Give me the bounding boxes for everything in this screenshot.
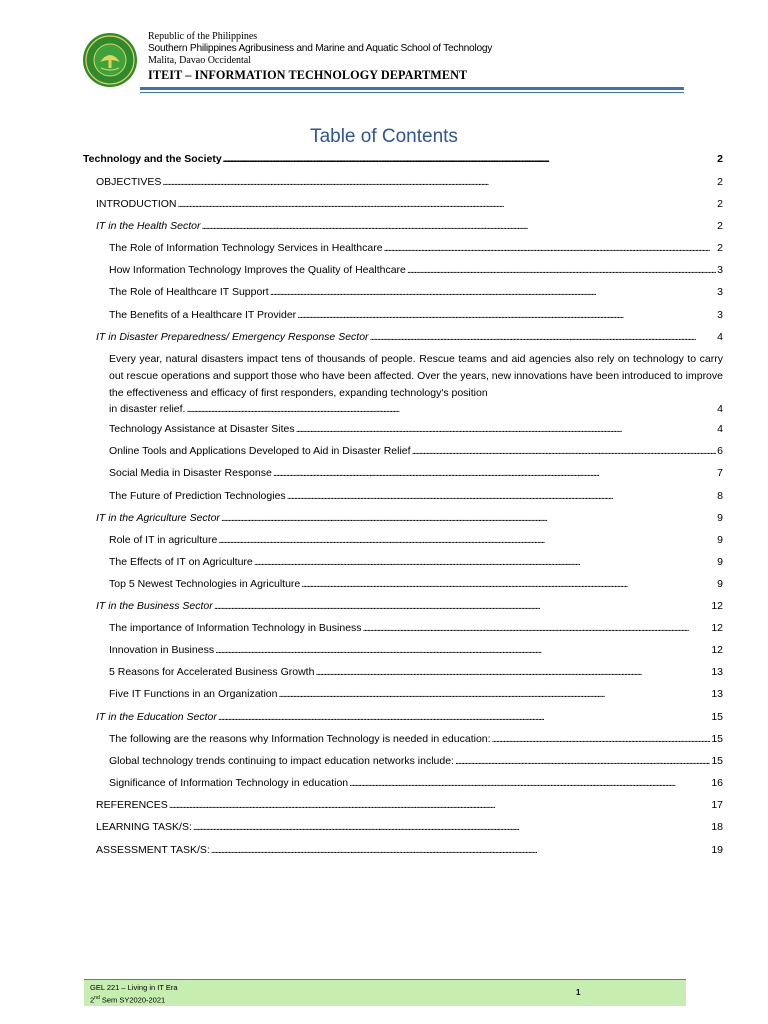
toc-page-number: 15 [711, 755, 723, 767]
toc-entry-label: ASSESSMENT TASK/S: [96, 844, 210, 856]
toc-entry-label: REFERENCES [96, 799, 168, 811]
toc-entry[interactable] [109, 556, 723, 569]
toc-entry-label: Global technology trends continuing to impact education networks include: [109, 755, 454, 767]
toc-entry[interactable] [96, 844, 723, 857]
header-rule-thin [140, 92, 684, 93]
dot-leader [162, 176, 716, 189]
toc-entry[interactable] [96, 176, 723, 189]
dot-leader [211, 844, 711, 857]
dot-leader [363, 622, 711, 635]
dot-leader [412, 445, 717, 458]
toc-entry-label: The following are the reasons why Information Technology is needed in education: [109, 733, 491, 745]
toc-page-number: 3 [717, 286, 723, 298]
dot-leader [273, 467, 716, 480]
toc-page-number: 18 [711, 821, 723, 833]
page-title: Table of Contents [310, 126, 458, 147]
toc-page-number: 12 [711, 600, 723, 612]
dot-leader [193, 821, 710, 834]
school-address: Malita, Davao Occidental [148, 55, 252, 66]
toc-entry-label: 5 Reasons for Accelerated Business Growth [109, 666, 315, 678]
dot-leader [278, 688, 710, 701]
toc-entry-label-tail: in disaster relief. [109, 403, 186, 416]
toc-page-number: 9 [717, 512, 723, 524]
toc-entry-label: Online Tools and Applications Developed to Aid in Disaster Relief [109, 445, 411, 457]
toc-entry-label: How Information Technology Improves the Quality of Healthcare [109, 264, 406, 276]
dot-leader [223, 153, 716, 166]
toc-entry[interactable] [109, 777, 723, 790]
toc-entry[interactable] [109, 755, 723, 768]
republic-line: Republic of the Philippines [148, 31, 258, 42]
toc-entry[interactable] [83, 153, 723, 166]
footer-course: GEL 221 – Living in IT Era [90, 983, 178, 992]
toc-entry-label: The Future of Prediction Technologies [109, 490, 286, 502]
toc-entry[interactable] [109, 467, 723, 480]
toc-entry-paragraph[interactable] [109, 351, 723, 418]
toc-entry[interactable] [109, 534, 723, 547]
toc-entry[interactable] [109, 423, 723, 436]
toc-entry[interactable] [96, 600, 723, 613]
page-footer [84, 979, 686, 1006]
footer-sem-year: Sem SY2020-2021 [99, 995, 166, 1005]
dot-leader [384, 242, 717, 255]
toc-entry-label: LEARNING TASK/S: [96, 821, 192, 833]
toc-entry-label: IT in the Education Sector [96, 711, 217, 723]
toc-page-number: 9 [717, 556, 723, 568]
dot-leader [218, 711, 710, 724]
toc-page-number: 9 [717, 534, 723, 546]
dot-leader [169, 799, 711, 812]
dot-leader [349, 777, 710, 790]
toc-entry-label: The importance of Information Technology in Business [109, 622, 362, 634]
toc-entry[interactable] [109, 445, 723, 458]
toc-entry[interactable] [96, 711, 723, 724]
toc-entry-label: Top 5 Newest Technologies in Agriculture [109, 578, 301, 590]
dot-leader [221, 512, 716, 525]
toc-page-number: 3 [717, 264, 723, 276]
toc-page-number: 4 [717, 331, 723, 343]
dot-leader [492, 733, 711, 746]
dot-leader [218, 534, 716, 547]
toc-entry-label: The Role of Information Technology Services in Healthcare [109, 242, 383, 254]
toc-entry[interactable] [109, 688, 723, 701]
dot-leader [287, 490, 716, 503]
header-rule [140, 87, 684, 90]
toc-entry-label: INTRODUCTION [96, 198, 177, 210]
toc-page-number: 4 [717, 423, 723, 435]
toc-entry-label: The Role of Healthcare IT Support [109, 286, 269, 298]
footer-sem-number: 2 [90, 995, 95, 1005]
toc-entry-label: Social Media in Disaster Response [109, 467, 272, 479]
dot-leader [254, 556, 716, 569]
toc-page-number: 2 [717, 176, 723, 188]
dot-leader [315, 666, 710, 679]
toc-page-number: 6 [717, 445, 723, 457]
toc-entry-label: Every year, natural disasters impact tens of thousands of people. Rescue teams and aid agencies also rely on technology to carry out rescue operations and support those who have been affected. Over the years, new innovations have been introduced to improve the effectiveness and efficacy of first responders, expanding technology's position [109, 353, 723, 399]
toc-entry[interactable] [109, 733, 723, 746]
toc-entry[interactable] [109, 309, 723, 322]
dot-leader [455, 755, 710, 768]
footer-course-info [90, 983, 178, 1006]
toc-entry-label: Five IT Functions in an Organization [109, 688, 278, 700]
department-name: ITEIT – INFORMATION TECHNOLOGY DEPARTMENT [148, 68, 468, 82]
school-seal-logo [82, 32, 138, 88]
toc-entry[interactable] [109, 666, 723, 679]
toc-entry-label: IT in the Agriculture Sector [96, 512, 220, 524]
toc-entry-label: IT in Disaster Preparedness/ Emergency Response Sector [96, 331, 369, 343]
toc-entry[interactable] [96, 220, 723, 233]
toc-page-number: 15 [711, 711, 723, 723]
toc-entry[interactable] [109, 622, 723, 635]
footer-page-number: 1 [576, 988, 581, 997]
toc-entry-label: Role of IT in agriculture [109, 534, 218, 546]
toc-page-number: 13 [711, 666, 723, 678]
toc-entry[interactable] [96, 198, 723, 211]
toc-entry[interactable] [109, 644, 723, 657]
toc-page-number: 3 [717, 309, 723, 321]
dot-leader [297, 309, 716, 322]
dot-leader [301, 578, 716, 591]
toc-entry-label: The Effects of IT on Agriculture [109, 556, 253, 568]
dot-leader [201, 220, 716, 233]
dot-leader [178, 198, 717, 211]
toc-entry[interactable] [96, 512, 723, 525]
letterhead [148, 31, 492, 83]
dot-leader [186, 401, 716, 418]
toc-page-number: 13 [711, 688, 723, 700]
dot-leader [270, 286, 716, 299]
toc-page-number: 16 [711, 777, 723, 789]
toc-page-number: 8 [717, 490, 723, 502]
dot-leader [296, 423, 717, 436]
school-name: Southern Philippines Agribusiness and Marine and Aquatic School of Technology [148, 43, 493, 54]
toc-page-number: 12 [711, 622, 723, 634]
dot-leader [214, 600, 711, 613]
toc-page-number: 7 [717, 467, 723, 479]
toc-entry-label: Significance of Information Technology in education [109, 777, 349, 789]
toc-entry-label: IT in the Business Sector [96, 600, 213, 612]
toc-entry-label: Technology Assistance at Disaster Sites [109, 423, 295, 435]
toc-entry[interactable] [109, 578, 723, 591]
toc-page-number: 2 [717, 242, 723, 254]
toc-page-number: 9 [717, 578, 723, 590]
toc-entry-label: OBJECTIVES [96, 176, 162, 188]
toc-entry-label: IT in the Health Sector [96, 220, 201, 232]
toc-entry[interactable] [109, 242, 723, 255]
dot-leader [215, 644, 710, 657]
toc-entry[interactable] [96, 799, 723, 812]
toc-entry[interactable] [109, 490, 723, 503]
footer-semester [90, 993, 178, 1006]
dot-leader [370, 331, 717, 344]
toc-entry-label: Innovation in Business [109, 644, 215, 656]
toc-page-number: 19 [711, 844, 723, 856]
footer-sem-suffix: nd [94, 995, 100, 1001]
toc-page-number: 17 [711, 799, 723, 811]
toc-page-number: 4 [717, 403, 723, 416]
toc-entry[interactable] [109, 286, 723, 299]
toc-page-number: 15 [711, 733, 723, 745]
toc-entry[interactable] [109, 264, 723, 277]
toc-entry[interactable] [96, 331, 723, 344]
toc-page-number: 12 [711, 644, 723, 656]
toc-page-number: 2 [717, 153, 723, 165]
toc-page-number: 2 [717, 220, 723, 232]
toc-entry-label: The Benefits of a Healthcare IT Provider [109, 309, 297, 321]
toc-entry-label: Technology and the Society [83, 153, 222, 165]
toc-page-number: 2 [717, 198, 723, 210]
dot-leader [407, 264, 716, 277]
toc-entry[interactable] [96, 821, 723, 834]
